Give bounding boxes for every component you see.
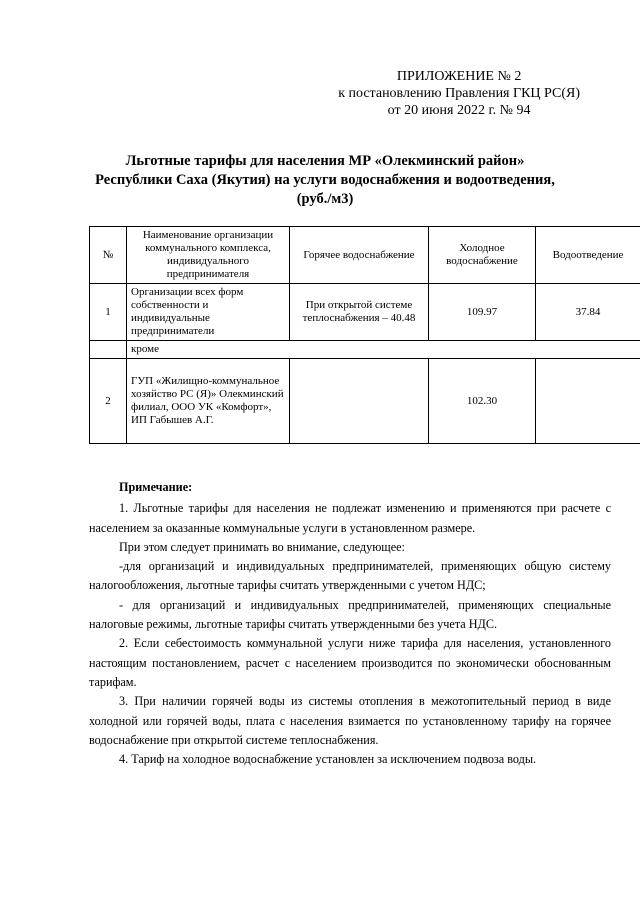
tariff-table: [89, 226, 640, 444]
title-line-2: Республики Саха (Якутия) на услуги водоснабжения и водоотведения,: [95, 172, 555, 188]
except-label: кроме: [127, 341, 640, 359]
row-organization: Организации всех форм собственности и индивидуальные предприниматели: [127, 284, 290, 341]
row-sewerage: 37.84: [536, 284, 640, 341]
notes-title: Примечание:: [119, 480, 193, 494]
row-sewerage: [536, 359, 640, 444]
appendix-resolution: к постановлению Правления ГКЦ РС(Я): [338, 86, 580, 101]
appendix-number: ПРИЛОЖЕНИЕ № 2: [396, 69, 522, 84]
note-paragraph-2: При этом следует принимать во внимание, следующее:: [119, 539, 405, 554]
note-paragraph-1: 1. Льготные тарифы для населения не подлежат изменению и применяются при расчете с населением за оказанные коммунальные услуги в установленном размере.: [89, 501, 611, 535]
row-number: 1: [90, 284, 127, 341]
header-number: №: [90, 227, 127, 284]
note-paragraph-6: 3. При наличии горячей воды из системы отопления в межотопительный период в виде холодной или горячей воды, плата с населения взимается по установленному тарифу на горячее водоснабжение при открытой системе теплоснабжения.: [89, 694, 611, 747]
table-row: [90, 359, 640, 444]
header-organization: Наименование организации коммунального комплекса, индивидуального предпринимателя: [127, 227, 290, 284]
note-paragraph-3: -для организаций и индивидуальных предпринимателей, применяющих общую систему налогообложения, льготные тарифы считать утвержденными с учетом НДС;: [89, 559, 611, 593]
row-cold-water: 109.97: [429, 284, 536, 341]
note-paragraph-5: 2. Если себестоимость коммунальной услуги ниже тарифа для населения, установленного настоящим постановлением, расчет с населением производится по экономически обоснованным тарифам.: [89, 636, 611, 689]
note-paragraph-4: - для организаций и индивидуальных предпринимателей, применяющих специальные налоговые режимы, льготные тарифы считать утвержденными без учета НДС.: [89, 597, 611, 632]
header-sewerage: Водоотведение: [536, 227, 640, 284]
note-paragraph-7: 4. Тариф на холодное водоснабжение установлен за исключением подвоза воды.: [119, 752, 537, 767]
header-cold-water: Холодное водоснабжение: [429, 227, 536, 284]
row-hot-water: [290, 359, 429, 444]
title-line-3: (руб./м3): [296, 191, 354, 207]
table-row-except: [90, 341, 640, 359]
row-cold-water: 102.30: [429, 359, 536, 444]
except-empty-cell: [90, 341, 127, 359]
row-hot-water: При открытой системе теплоснабжения – 40.48: [290, 284, 429, 341]
table-row: [90, 284, 640, 341]
row-number: 2: [90, 359, 127, 444]
table-header-row: [90, 227, 640, 284]
title-line-1: Льготные тарифы для населения МР «Олекминский район»: [125, 153, 525, 169]
row-organization: ГУП «Жилищно-коммунальное хозяйство РС (Я)» Олекминский филиал, ООО УК «Комфорт», ИП Габышев А.Г.: [127, 359, 290, 444]
appendix-reference: [338, 68, 580, 119]
appendix-date: от 20 июня 2022 г. № 94: [387, 103, 531, 118]
header-hot-water: Горячее водоснабжение: [290, 227, 429, 284]
notes-section: [89, 478, 611, 769]
document-title: [90, 152, 560, 209]
